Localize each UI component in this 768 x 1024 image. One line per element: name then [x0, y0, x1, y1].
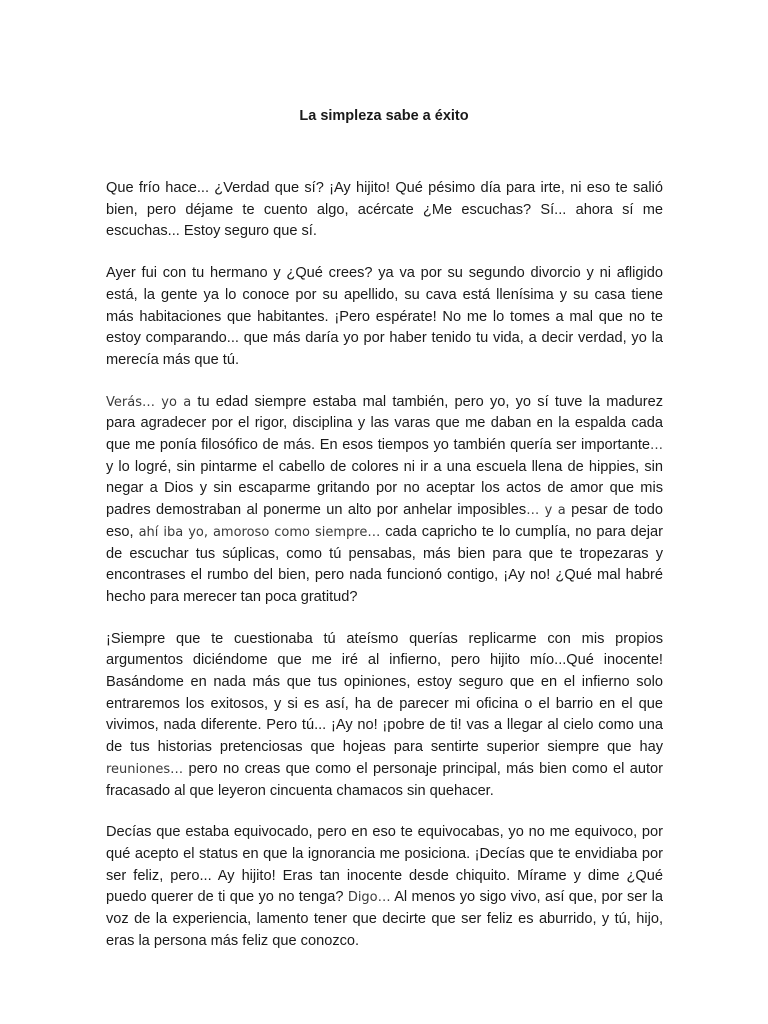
- paragraph: [106, 822, 663, 952]
- paragraph: [106, 263, 663, 372]
- paragraph-text: Decías que estaba equivocado, pero en eso te equivocabas, yo no me equivoco, por qué acepto el status en que la ignorancia me posiciona. ¡Decías que te envidiaba por ser feliz, pero... Ay hijito! Eras tan inocente desde chiquito. Mírame y dime ¿Qué puedo querer de ti que yo no tenga?: [106, 824, 663, 906]
- paragraph-text: Ayer fui con tu hermano y ¿Qué crees? ya va por su segundo divorcio y ni afligido está, la gente ya lo conoce por su apellido, su cava está llenísima y su casa tiene más habitaciones que habitantes. ¡Pero espérate! No me lo tomes a mal que no te estoy comparando... que más daría yo por haber tenido tu vida, a decir verdad, yo la merecía más que tú.: [106, 265, 663, 368]
- paragraph-text: pesar de todo eso,: [106, 502, 663, 540]
- paragraph: [106, 629, 663, 803]
- paragraph-text: cada capricho te lo cumplía, no para dejar de escuchar tus súplicas, como tú pensabas, más bien para que te tropezaras y encontrases el rumbo del bien, pero nada funcionó contigo, ¡Ay no! ¿Qué mal habré hecho para merecer tan poca gratitud?: [106, 523, 663, 605]
- paragraph-text: ahí iba yo, amoroso como siempre…: [133, 524, 381, 540]
- paragraph-text: y lo logré, sin pintarme el cabello de colores ni ir a una escuela llena de hippies, sin negar a Dios y sin escaparme gritando por no aceptar los actos de amor que mis padres demostraban al ponerme un alto por anhelar imposibles: [106, 458, 663, 519]
- paragraph-text: ¡Siempre que te cuestionaba tú ateísmo querías replicarme con mis propios argumentos diciéndome que me iré al infierno, pero hijito mío...Qué inocente! Basándome en nada más que tus opiniones, estoy seguro que en el infierno solo entraremos los exitosos, y si es así, ha de parecer mi oficina o el barrio en el que vivimos, nada diferente. Pero tú... ¡Ay no! ¡pobre de ti! vas a llegar al cielo como una de tus historias pretenciosas que hojeas para sentirte superior siempre que hay: [106, 630, 663, 756]
- paragraph-text: … y a: [526, 503, 566, 519]
- paragraph: [106, 392, 663, 609]
- document-body: [106, 178, 663, 973]
- paragraph-text: reuniones…: [106, 761, 184, 777]
- paragraph-text: Que frío hace... ¿Verdad que sí? ¡Ay hijito! Qué pésimo día para irte, ni eso te salió bien, pero déjame te cuento algo, acércate ¿Me escuchas? Sí... ahora sí me escuchas... Estoy seguro que sí.: [106, 180, 663, 240]
- paragraph: [106, 178, 663, 243]
- paragraph-text: Verás… yo a: [106, 394, 192, 410]
- document-title: La simpleza sabe a éxito: [299, 108, 469, 124]
- paragraph-text: Digo…: [347, 890, 391, 906]
- paragraph-text: Al menos yo sigo vivo, así que, por ser la voz de la experiencia, lamento tener que decirte que ser feliz es aburrido, y tú, hijo, eras la persona más feliz que conozco.: [106, 889, 663, 949]
- paragraph-text: tu edad siempre estaba mal también, pero yo, yo sí tuve la madurez para agradecer por el rigor, disciplina y las varas que me daban en la espalda cada que me ponía filosófico de más. En esos tiempos yo también quería ser importante: [106, 393, 663, 454]
- paragraph-text: pero no creas que como el personaje principal, más bien como el autor fracasado al que leyeron cincuenta chamacos sin quehacer.: [106, 760, 663, 799]
- paragraph-text: …: [650, 438, 663, 454]
